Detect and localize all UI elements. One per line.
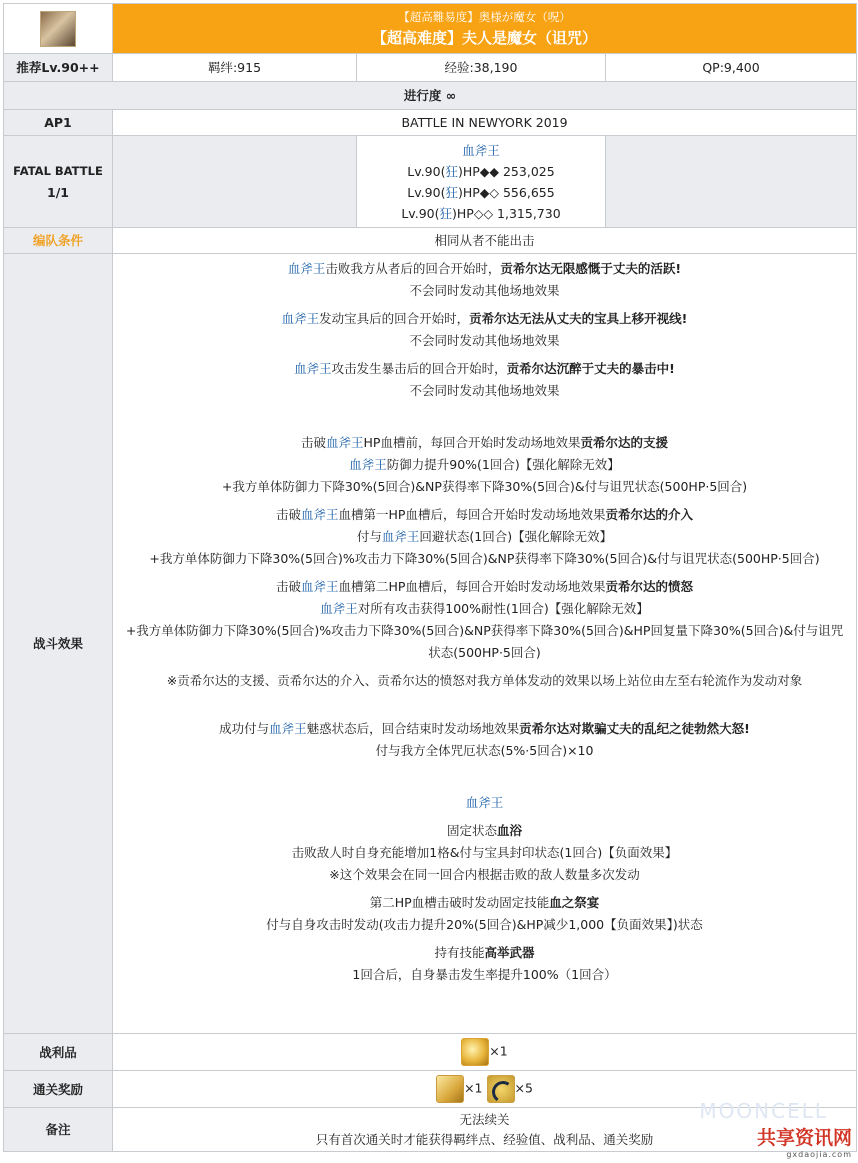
gold-statue-icon[interactable] xyxy=(461,1038,489,1066)
ap-label: AP1 xyxy=(4,110,113,136)
enemy-hp-row: Lv.90(狂)HP◆◇ 556,655 xyxy=(407,184,555,200)
servant-link[interactable]: 血斧王 xyxy=(269,721,307,736)
exp-value: 经验:38,190 xyxy=(357,54,606,82)
battle-effects: 血斧王击败我方从者后的回合开始时，贡希尔达无限感慨于丈夫的活跃! 不会同时发动其他场地效果 血斧王发动宝具后的回合开始时，贡希尔达无法从丈夫的宝具上移开视线! 不会同时发动其他场地效果 血斧王攻击发生暴击后的回合开始时，贡希尔达沉醉于丈夫的暴击中! 不会同时发动其他场地效果 击破血斧王HP血槽前，每回合开始时发动场地效果贡希尔达的支援 血斧王防御力提升90%(1回合)【强化解除无效】 +我方单体防御力下降30%(5回合)&NP获得率下降30%(5回合)&付与诅咒状态(500HP·5回合) 击破血斧王血槽第一HP血槽后，每回合开始时发动场地效果贡希尔达的介入 付与血斧王回避状态(1回合)【强化解除无效】 +我方单体防御力下降30%(5回合)%攻击力下降30%(5回合)&NP获得率下降30%(5回合)&付与诅咒状态(500HP·5回合) 击破血斧王血槽第二HP血槽后，每回合开始时发动场地效果贡希尔达的愤怒 血斧王对所有攻击获得100%耐性(1回合)【强化解除无效】 +我方单体防御力下降30%(5回合)%攻击力下降30%(5回合)&NP获得率下降30%(5回合)&HP回复量下降30%(5回合)&付与诅咒状态(500HP·5回合) ※贡希尔达的支援、贡希尔达的介入、贡希尔达的愤怒对我方单体发动的效果以场上站位由左至右轮流作为发动对象 成功付与血斧王魅惑状态后，回合结束时发动场地效果贡希尔达对欺骗丈夫的乱纪之徒勃然大怒! 付与我方全体咒厄状态(5%·5回合)×10 血斧王 固定状态血浴 击败敌人时自身充能增加1格&付与宝具封印状态(1回合)【负面效果】 ※这个效果会在同一回合内根据击败的敌人数量多次发动 第二HP血槽击破时发动固定技能血之祭宴 付与自身攻击时发动(攻击力提升20%(5回合)&HP减少1,000【负面效果】)状态 持有技能高举武器 1回合后，自身暴击发生率提升100%（1回合） xyxy=(113,254,857,1034)
servant-link[interactable]: 血斧王 xyxy=(320,601,358,616)
recommended-level: 推荐Lv.90++ xyxy=(4,54,113,82)
site-logo: 共享资讯网 gxdaojia.com xyxy=(756,1127,852,1159)
enemy-name-link[interactable]: 血斧王 xyxy=(462,142,500,158)
servant-link[interactable]: 血斧王 xyxy=(281,311,320,326)
battle-name: BATTLE IN NEWYORK 2019 xyxy=(113,110,857,136)
quest-icon-cell xyxy=(4,4,113,54)
servant-portrait-icon[interactable] xyxy=(40,11,76,47)
boss-name-link[interactable]: 血斧王 xyxy=(465,795,504,810)
servant-link[interactable]: 血斧王 xyxy=(294,361,332,376)
quest-title-cn: 【超高难度】夫人是魔女（诅咒） xyxy=(372,28,598,47)
enemy-hp-row: Lv.90(狂)HP◇◇ 1,315,730 xyxy=(401,205,561,221)
servant-link[interactable]: 血斧王 xyxy=(301,579,339,594)
servant-link[interactable]: 血斧王 xyxy=(301,507,339,522)
class-link[interactable]: 狂 xyxy=(445,184,458,200)
enemy-slot-empty-1 xyxy=(113,136,357,228)
notes-value: 无法续关 只有首次通关时才能获得羁绊点、经验值、战利品、通关奖励 xyxy=(113,1108,857,1152)
servant-link[interactable]: 血斧王 xyxy=(381,529,420,544)
class-link[interactable]: 狂 xyxy=(439,205,453,221)
enemy-slot-empty-2 xyxy=(606,136,857,228)
rewards-value: ×1 ×5 xyxy=(113,1071,857,1108)
progress-row: 进行度 ∞ xyxy=(4,82,857,110)
servant-link[interactable]: 血斧王 xyxy=(326,435,364,450)
mooncell-watermark: MOONCELL xyxy=(699,1099,828,1123)
servant-link[interactable]: 血斧王 xyxy=(349,457,387,472)
enemy-hp-row: Lv.90(狂)HP◆◆ 253,025 xyxy=(407,163,555,179)
bond-value: 羁绊:915 xyxy=(113,54,357,82)
drops-value: ×1 xyxy=(113,1034,857,1071)
class-link[interactable]: 狂 xyxy=(445,163,458,179)
gold-bar-icon[interactable] xyxy=(436,1075,464,1103)
qp-value: QP:9,400 xyxy=(606,54,857,82)
enemy-slot xyxy=(357,136,606,228)
crescent-material-icon[interactable] xyxy=(487,1075,515,1103)
quest-title-jp: 【超高難易度】奥様が魔女（呪） xyxy=(398,9,571,24)
quest-title-header xyxy=(113,4,857,54)
drops-label: 战利品 xyxy=(4,1034,113,1071)
servant-link[interactable]: 血斧王 xyxy=(287,261,326,276)
formation-label: 编队条件 xyxy=(4,228,113,254)
effects-note: ※贡希尔达的支援、贡希尔达的介入、贡希尔达的愤怒对我方单体发动的效果以场上站位由左至右轮流作为发动对象 xyxy=(166,673,803,688)
notes-label: 备注 xyxy=(4,1108,113,1152)
battle-effects-label: 战斗效果 xyxy=(4,254,113,1034)
quest-table xyxy=(3,3,857,1152)
rewards-label: 通关奖励 xyxy=(4,1071,113,1108)
formation-value: 相同从者不能出击 xyxy=(113,228,857,254)
fatal-battle-label: FATAL BATTLE 1/1 xyxy=(4,136,113,228)
